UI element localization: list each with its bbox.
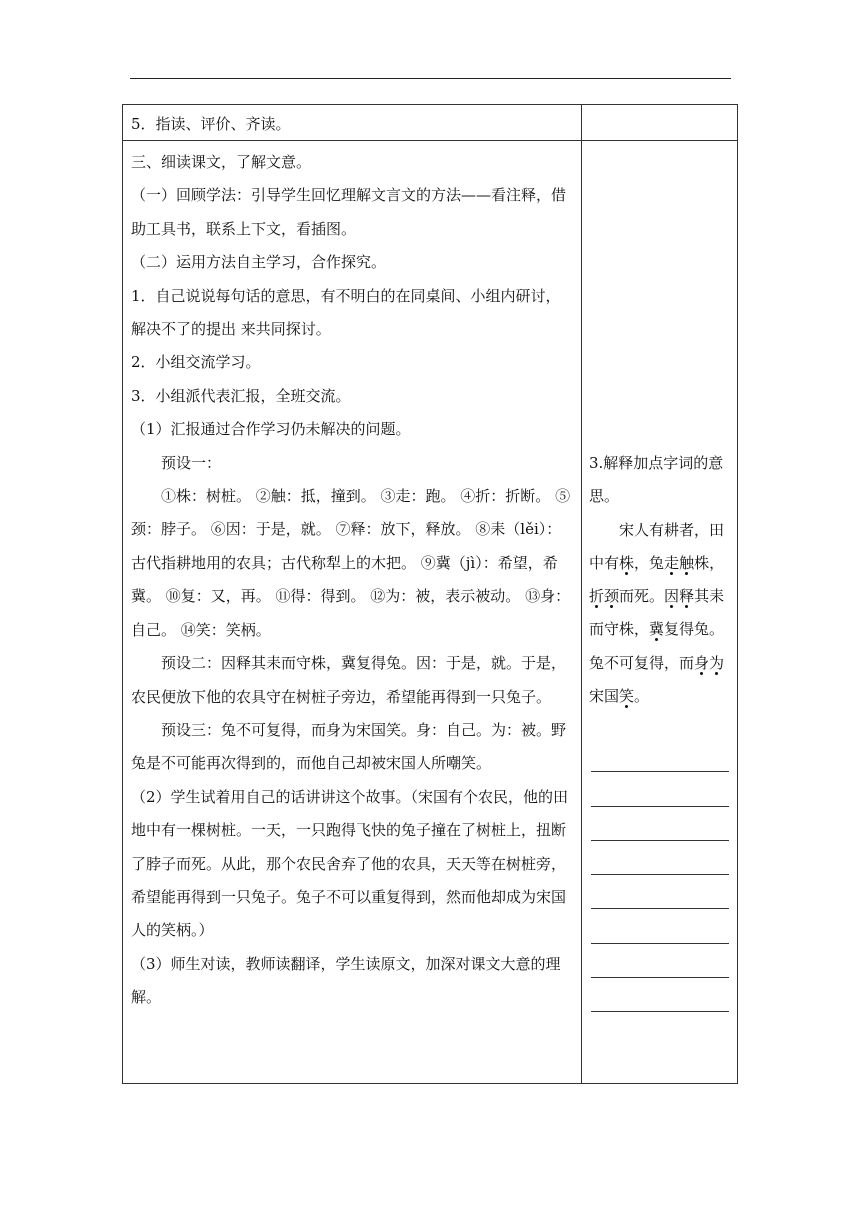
step-review: （一）回顾学法：引导学生回忆理解文言文的方法——看注释，借助工具书，联系上下文，看插图。 (131, 186, 567, 238)
row-divider (123, 140, 737, 141)
passage-text: 株， (694, 553, 725, 572)
step-self-study: （二）运用方法自主学习，合作探究。 (131, 253, 387, 272)
header-rule (130, 78, 731, 79)
dotted-word: 折 (589, 587, 605, 606)
passage-text: ，兔 (634, 553, 665, 572)
answer-line[interactable] (589, 944, 731, 978)
preset-1-notes: ①株：树桩。 ②触：抵，撞到。 ③走：跑。 ④折：折断。 ⑤颈：脖子。 ⑥因：于是，就。 ⑦释：放下，释放。 ⑧耒（lěi）：古代指耕地用的农具；古代称犁上的木把。 ⑨冀（jì）：希望，希冀。 ⑩复：又，再。 ⑪得：得到。 ⑫为：被，表示被动。 ⑬身：自己。 ⑭笑：笑柄。 (131, 487, 571, 639)
preset-2: 预设二：因释其耒而守株，冀复得兔。因：于是，就。于是，农民便放下他的农具守在树桩子旁边，希望能再得到一只兔子。 (131, 654, 567, 706)
passage-text: 而死。 (619, 587, 665, 606)
dotted-word: 因 (664, 587, 680, 606)
passage-text: 宋人有耕者，田中有 (589, 520, 725, 572)
dotted-word: 走 (664, 553, 680, 572)
dotted-word: 冀 (649, 620, 665, 639)
step-3: 3．小组派代表汇报，全班交流。 (131, 386, 351, 405)
answer-line[interactable] (589, 978, 731, 1012)
passage-text: 。 (634, 687, 650, 706)
dotted-word: 释 (679, 587, 695, 606)
dotted-word: 株 (619, 553, 635, 572)
answer-line[interactable] (589, 738, 731, 772)
preset-1-title: 预设一： (161, 453, 222, 472)
answer-line[interactable] (589, 807, 731, 841)
step-report: （1）汇报通过合作学习仍未解决的问题。 (131, 420, 411, 439)
passage-text: 复得兔。兔不可复得，而 (589, 620, 725, 672)
preset-3: 预设三：兔不可复得，而身为宋国笑。身：自己。为：被。野兔是不可能再次得到的，而他自己却被宋国人所嘲笑。 (131, 720, 567, 773)
exercise-title: 3.解释加点字词的意思。 (589, 454, 724, 506)
lesson-table (122, 104, 738, 1084)
retell-story: （2）学生试着用自己的话讲讲这个故事。（宋国有个农民，他的田地中有一棵树桩。一天，一只跑得飞快的兔子撞在了树桩上，扭断了脖子而死。从此，那个农民舍弃了他的农具，天天等在树桩旁，希望能再得到一只兔子。兔子不可以重复得到，然而他却成为宋国人的笑柄。） (131, 787, 569, 940)
answer-line[interactable] (589, 841, 731, 875)
step-heading: 三、细读课文，了解文意。 (131, 153, 312, 171)
dotted-word: 为 (709, 653, 725, 672)
answer-line[interactable] (589, 772, 731, 806)
column-divider (581, 105, 582, 1083)
row1-text: 5．指读、评价、齐读。 (131, 115, 291, 133)
exercise-cell (589, 447, 731, 713)
dialogue-reading: （3）师生对读，教师读翻译，学生读原文，加深对课文大意的理解。 (131, 954, 561, 1007)
step-2: 2．小组交流学习。 (131, 353, 261, 372)
teaching-steps-cell (131, 146, 575, 1015)
answer-line[interactable] (589, 909, 731, 943)
passage-text: 宋国 (589, 687, 620, 706)
dotted-word: 颈 (604, 587, 620, 606)
dotted-word: 笑 (619, 687, 635, 706)
exercise-passage (589, 514, 731, 714)
step-1: 1．自己说说每句话的意思，有不明白的在同桌间、小组内研讨，解决不了的提出 来共同探讨。 (131, 286, 561, 339)
passage-text: 其耒而守株， (589, 587, 725, 639)
answer-line[interactable] (589, 875, 731, 909)
dotted-word: 身 (694, 653, 710, 672)
answer-blanks (589, 738, 731, 1012)
dotted-word: 触 (679, 553, 695, 572)
